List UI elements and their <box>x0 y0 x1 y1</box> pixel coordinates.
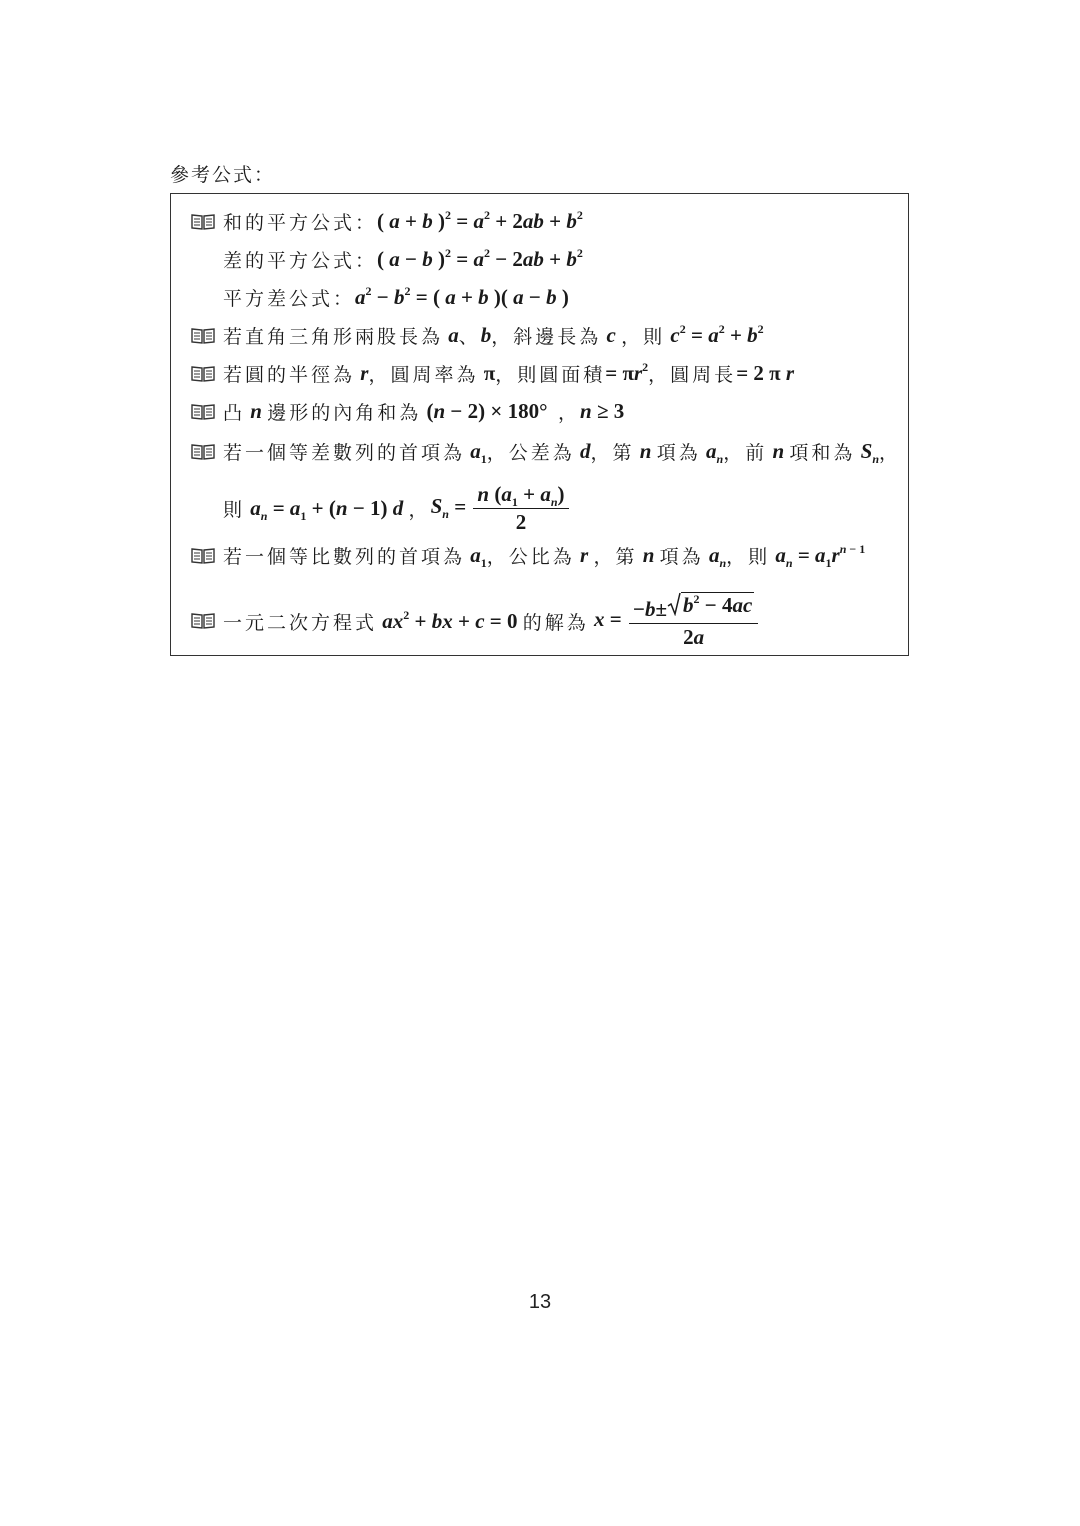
eq-arithmetic-term: $a_n = a_1 + (n - 1)$ d <box>250 496 404 523</box>
eq-square-diff: $a^2 - b^2$ = ( a + b )( a − b ) <box>355 284 569 309</box>
formula-diff-square <box>223 246 583 273</box>
formula-quadratic: 一元二次方程式 $ax^2$ + bx + c = 0 的解為 x = −b± $b^2 - 4ac$ 2a <box>191 592 760 650</box>
open-book-icon <box>191 213 215 231</box>
label-sum-square: 和的平方公式： <box>223 212 378 234</box>
open-book-icon <box>191 327 215 345</box>
formula-geometric: 若一個等比數列的首項為 $a_1$ ，公比為 r ，第 n 項為 $a_n$ ，則 $a_n = a_1r^{n - 1}$ <box>191 542 865 569</box>
formula-box <box>170 193 909 656</box>
sqrt-icon: $b^2 - 4ac$ <box>667 592 754 618</box>
eq-circle-perimeter: = 2 π r <box>736 361 795 385</box>
formula-square-diff <box>223 284 569 311</box>
open-book-icon <box>191 612 215 630</box>
eq-pythagoras: $c^2 = a^2 + b^2$ <box>670 322 764 347</box>
formula-sum-square <box>191 208 583 235</box>
heading: 參考公式： <box>170 164 276 186</box>
formula-pythagoras: 若直角三角形兩股長為 a 、 b ，斜邊長為 c ，則 $c^2 = a^2 + b^2$ <box>191 322 764 349</box>
page-number: 13 <box>528 1291 552 1313</box>
eq-circle-area: = $\pi r^2$ <box>605 360 649 385</box>
open-book-icon <box>191 365 215 383</box>
eq-geometric-term: $a_n = a_1r^{n - 1}$ <box>775 542 866 570</box>
formula-circle: 若圓的半徑為 r ，圓周率為 π ，則圓面積 = $\pi r^2$ ，圓周長 = 2 π r <box>191 360 794 387</box>
label-diff-square: 差的平方公式： <box>223 250 378 272</box>
label-square-diff: 平方差公式： <box>223 288 356 310</box>
eq-polygon-condition: n ≥ 3 <box>580 399 625 423</box>
formula-arithmetic: 若一個等差數列的首項為 $a_1$ ，公差為 d ，第 n 項為 $a_n$ ，前 n 項和為 $S_n$ ， <box>191 438 901 465</box>
open-book-icon <box>191 547 215 565</box>
eq-quadratic: $ax^2$ + bx + c = 0 <box>382 607 523 633</box>
eq-diff-square: ( a − b )$^2 = a^2 - 2ab + b^2$ <box>377 246 583 271</box>
eq-polygon-angle: (n − 2) × 180° <box>421 399 558 423</box>
open-book-icon <box>191 403 215 421</box>
eq-quadratic-solution: x = −b± $b^2 - 4ac$ 2a <box>589 592 761 650</box>
label-pythagoras-1: 若直角三角形兩股長為 <box>223 326 444 348</box>
formula-polygon: 凸 n 邊形的內角和為 (n − 2) × 180° ， n ≥ 3 <box>191 398 624 425</box>
eq-arithmetic-sum: $S_n$ = $\frac{n (a_1 + a_n)}{2}$ <box>431 482 571 535</box>
formula-arithmetic-result: 則 $a_n = a_1 + (n - 1)$ d ， $S_n$ = $\frac{n (a_1 + a_n)}{2}$ <box>223 482 571 535</box>
eq-sum-square: ( a + b )$^2 = a^2 + 2ab + b^2$ <box>377 208 583 233</box>
open-book-icon <box>191 443 215 461</box>
